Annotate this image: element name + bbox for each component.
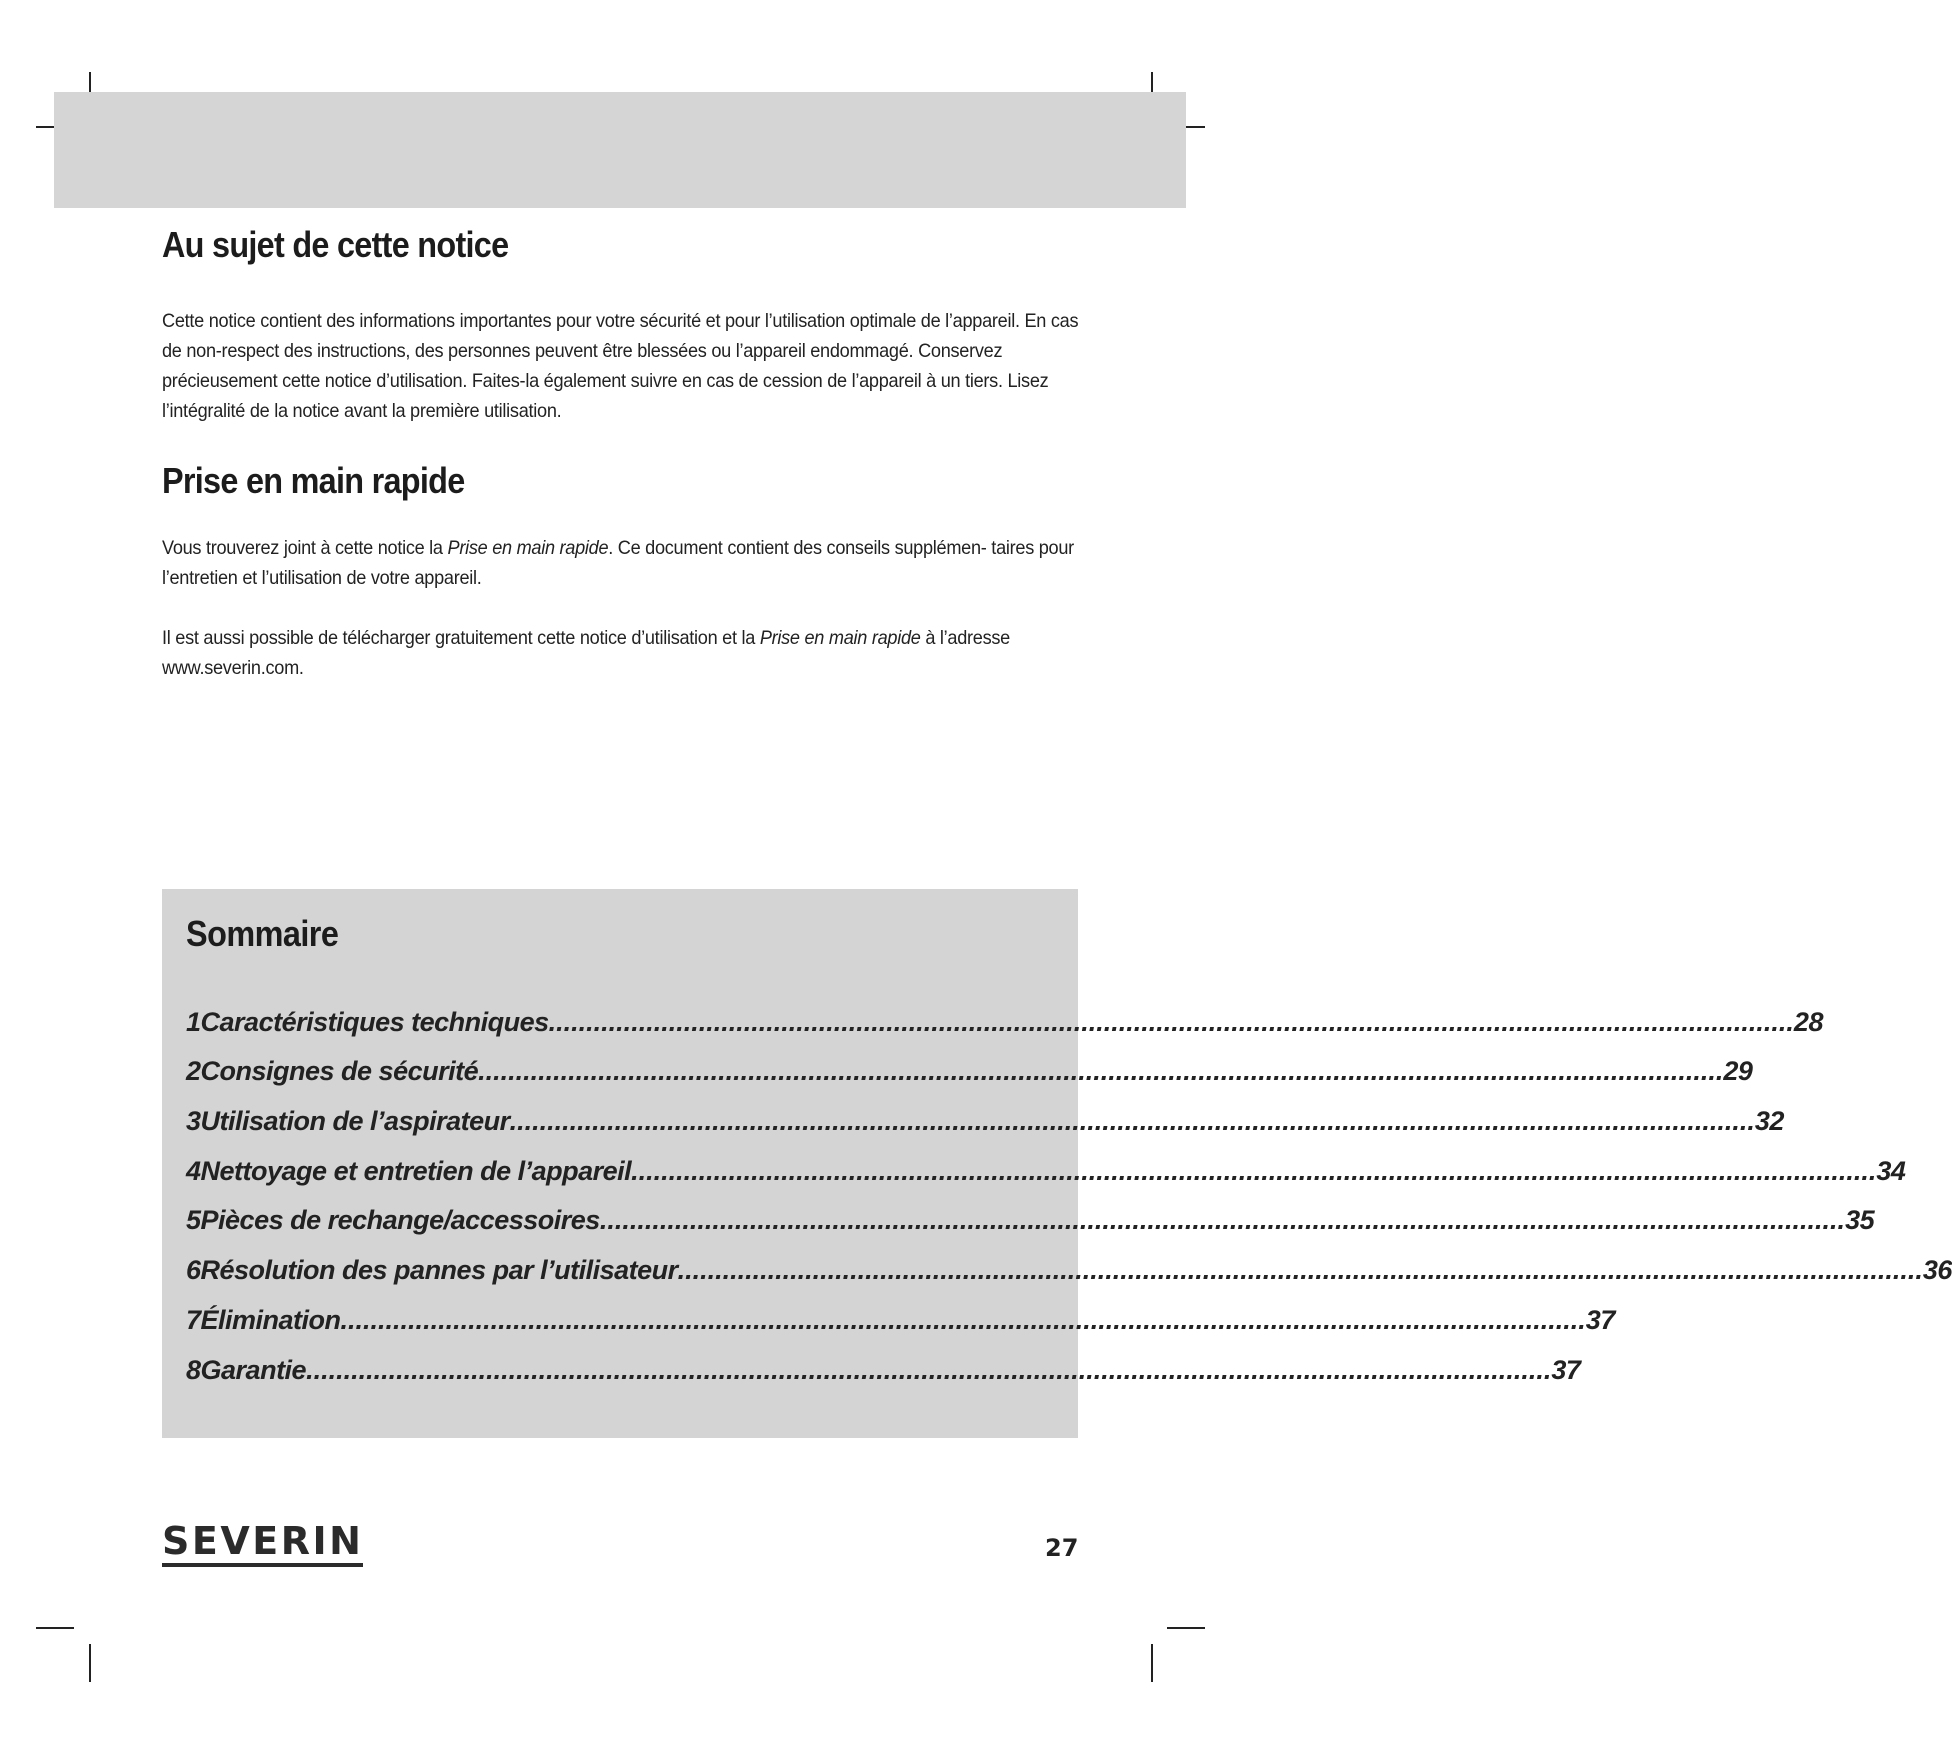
section-quick-start [162,460,1092,502]
about-heading: Au sujet de cette notice [162,224,509,265]
text-run: . Ce document contient des conseils supplémen- taires pour l’entretien et l’utilisation de votre appareil. [162,537,1074,589]
quick-start-paragraph-1 [162,533,1092,593]
toc-item-number: 8 [186,1355,201,1385]
toc-item-title: Nettoyage et entretien de l’appareil [200,1156,632,1186]
quick-start-heading: Prise en main rapide [162,460,465,501]
toc-item[interactable] [186,1355,1581,1386]
toc-leader-dots: ...................................................................................................................................................................... [340,1305,1586,1335]
toc-leader-dots: ...................................................................................................................................................................... [599,1205,1846,1235]
toc-item-title: Pièces de rechange/accessoires [200,1205,600,1235]
toc-item[interactable] [186,1056,1753,1087]
emphasis-quick-start: Prise en main rapide [759,627,921,649]
toc-leader-dots: ...................................................................................................................................................................... [306,1355,1552,1385]
text-run: à l’adresse www.severin.com. [162,627,1010,679]
toc-item-number: 2 [186,1056,201,1086]
quick-start-paragraph-2-block [162,623,1092,683]
emphasis-quick-start: Prise en main rapide [447,537,609,559]
about-paragraph: Cette notice contient des informations importantes pour votre sécurité et pour l’utilisation optimale de l’appareil. En cas de non-respect des instructions, des personnes peuvent être blessées ou l’appareil endommagé. Conservez précieusement cette notice d’utilisation. Faites-la également suivre en cas de cession de l’appareil à un tiers. Lisez l’intégralité de la notice avant la première utilisation. [162,310,1079,422]
toc-item-number: 4 [186,1156,201,1186]
toc-item-page: 37 [1585,1305,1615,1335]
toc-heading: Sommaire [186,913,339,954]
toc-item-page: 32 [1754,1106,1784,1136]
table-of-contents [162,889,1952,1438]
toc-leader-dots: ...................................................................................................................................................................... [478,1056,1724,1086]
toc-item-title: Élimination [200,1305,341,1335]
crop-mark-bottom-right-vertical [1151,1644,1153,1682]
toc-leader-dots: ...................................................................................................................................................................... [631,1156,1877,1186]
toc-item-title: Utilisation de l’aspirateur [200,1106,510,1136]
header-band [54,92,1186,208]
toc-item-number: 6 [186,1255,201,1285]
toc-leader-dots: ...................................................................................................................................................................... [509,1106,1755,1136]
toc-item-page: 29 [1723,1056,1753,1086]
quick-start-paragraph-1-block [162,533,1092,593]
toc-item-number: 1 [186,1007,201,1037]
section-about [162,224,1092,266]
toc-leader-dots: ...................................................................................................................................................................... [677,1255,1923,1285]
toc-item-number: 7 [186,1305,201,1335]
toc-item-page: 37 [1551,1355,1581,1385]
severin-logo: SEVERIN [162,1521,363,1567]
toc-item-number: 3 [186,1106,201,1136]
toc-item[interactable] [186,1305,1615,1336]
crop-mark-bottom-left-horizontal [36,1627,74,1629]
toc-item-page: 35 [1845,1205,1875,1235]
toc-leader-dots: ...................................................................................................................................................................... [548,1007,1794,1037]
text-run: Vous trouverez joint à cette notice la [162,537,448,559]
quick-start-paragraph-2 [162,623,1092,683]
toc-item-title: Consignes de sécurité [200,1056,479,1086]
toc-item-number: 5 [186,1205,201,1235]
toc-item-title: Caractéristiques techniques [200,1007,549,1037]
text-run: Il est aussi possible de télécharger gratuitement cette notice d’utilisation et la [162,627,760,649]
crop-mark-bottom-right-horizontal [1167,1627,1205,1629]
toc-item[interactable] [186,1007,1823,1038]
toc-item-title: Résolution des pannes par l’utilisateur [200,1255,678,1285]
about-paragraph-block [162,306,1092,426]
toc-item[interactable] [186,1255,1952,1286]
toc-item-page: 36 [1922,1255,1952,1285]
toc-item-page: 28 [1793,1007,1823,1037]
toc-item-title: Garantie [200,1355,307,1385]
page-number: 27 [1045,1534,1079,1562]
crop-mark-bottom-left-vertical [89,1644,91,1682]
toc-item[interactable] [186,1156,1906,1187]
toc-item[interactable] [186,1205,1875,1236]
toc-item-page: 34 [1876,1156,1906,1186]
toc-item[interactable] [186,1106,1784,1137]
